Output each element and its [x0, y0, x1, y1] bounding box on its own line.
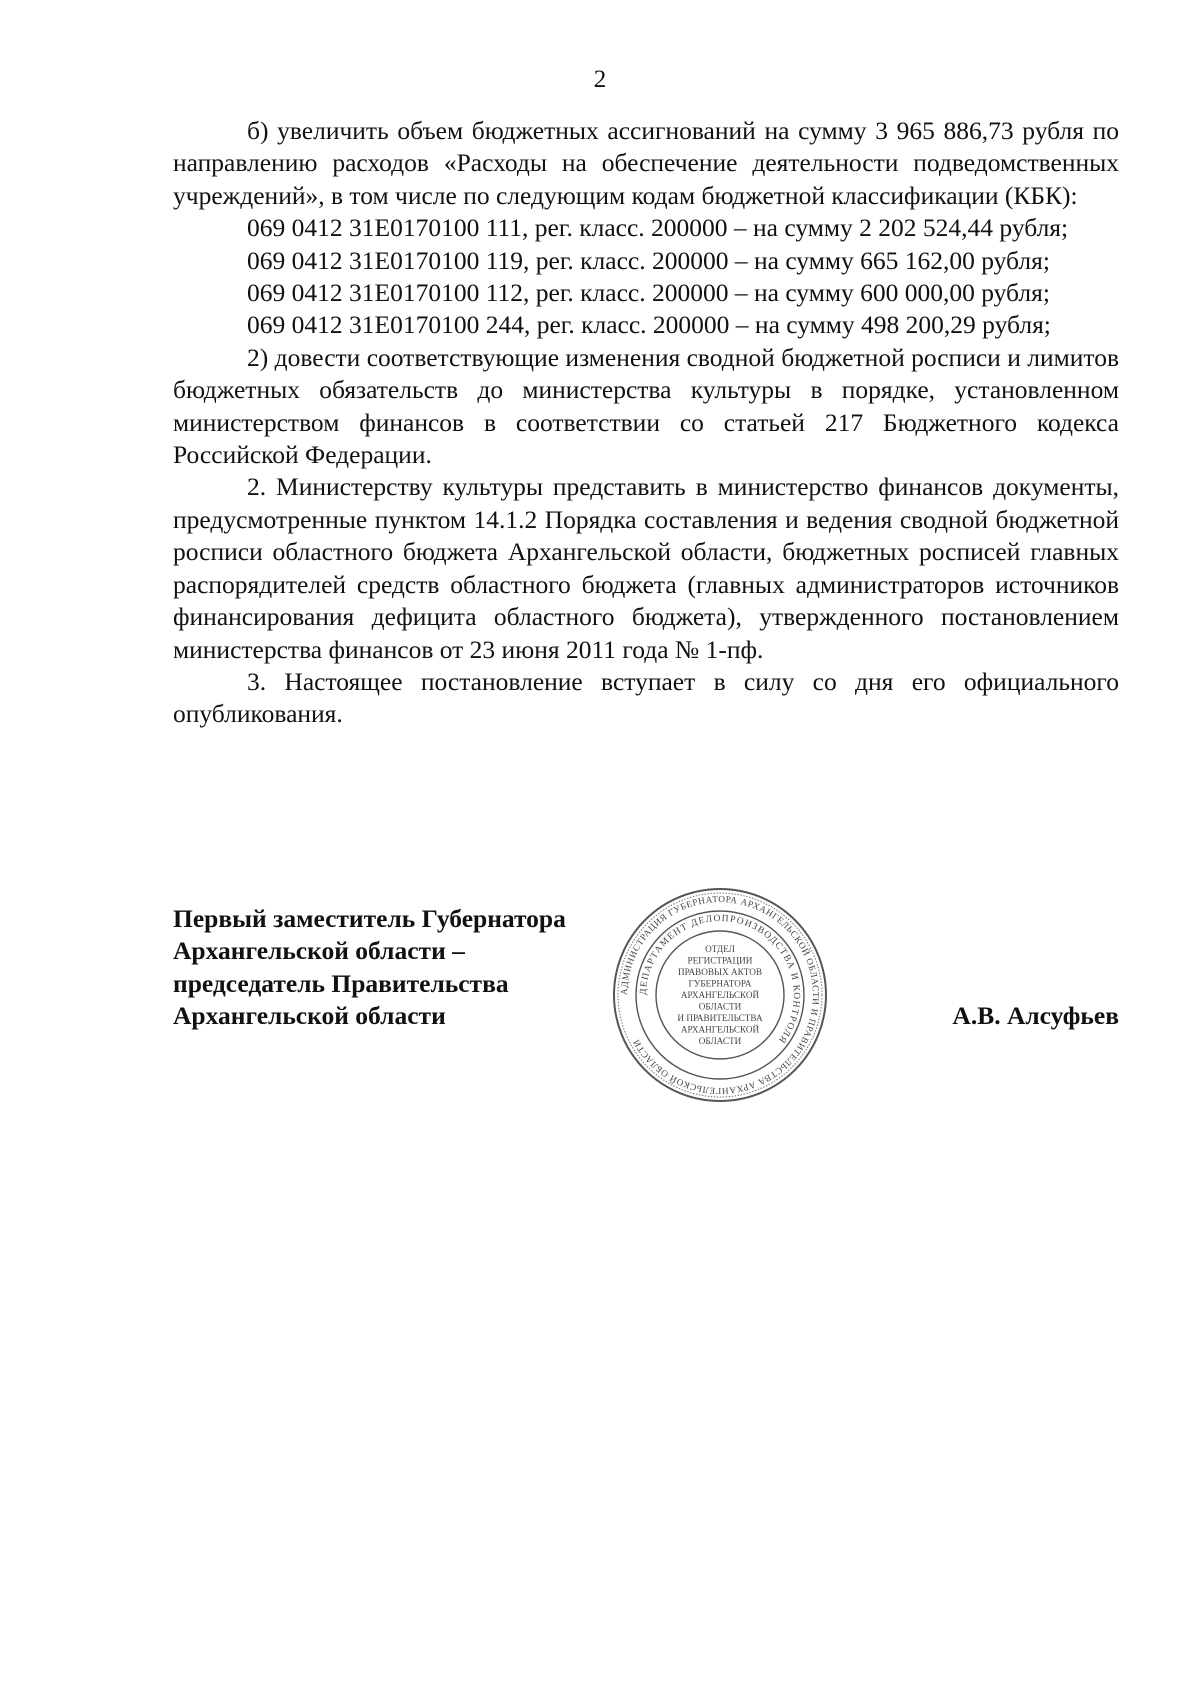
document-body: [173, 115, 1119, 731]
page-number: 2: [593, 66, 607, 93]
paragraph-ministry-culture: 2. Министерству культуры представить в министерство финансов документы, предусмотренные пунктом 14.1.2 Порядка составления и ведения сводной бюджетной росписи областного бюджета Архангельской области, бюджетных росписей главных распорядителей средств областного бюджета (главных администраторов источников финансирования дефицита областного бюджета), утвержденного постановлением министерства финансов от 23 июня 2011 года № 1-пф.: [173, 472, 1119, 664]
stamp-inner-ring-text: ДЕПАРТАМЕНТ ДЕЛОПРОИЗВОДСТВА И КОНТРОЛЯ: [638, 913, 802, 1046]
paragraph-increase-allocations: б) увеличить объем бюджетных ассигнований на сумму 3 965 886,73 рубля по направлению расходов «Расходы на обеспечение деятельности подведомственных учреждений», в том числе по следующим кодам бюджетной классификации (КБК):: [173, 116, 1119, 210]
stamp-center-line: АРХАНГЕЛЬСКОЙ: [680, 1024, 760, 1035]
kbk-line-4: 069 0412 31Е0170100 244, рег. класс. 200000 – на сумму 498 200,29 рубля;: [247, 310, 1051, 340]
stamp-center-line: ОТДЕЛ: [705, 944, 735, 954]
stamp-center-line: ГУБЕРНАТОРА: [688, 978, 752, 989]
stamp-center-line: И ПРАВИТЕЛЬСТВА: [677, 1013, 763, 1023]
signatory-title-line: Первый заместитель Губернатора: [173, 904, 566, 933]
kbk-line-1: 069 0412 31Е0170100 111, рег. класс. 200000 – на сумму 2 202 524,44 рубля;: [247, 213, 1069, 243]
signatory-title-line: Архангельской области: [173, 1001, 446, 1031]
official-stamp: [611, 886, 829, 1104]
stamp-outer-ring-text: АДМИНИСТРАЦИЯ ГУБЕРНАТОРА АРХАНГЕЛЬСКОЙ ОБЛАСТИ И ПРАВИТЕЛЬСТВА АРХАНГЕЛЬСКОЙ ОБЛАСТИ: [618, 893, 822, 1097]
signatory-name: А.В. Алсуфьев: [952, 1001, 1119, 1030]
stamp-center-line: АРХАНГЕЛЬСКОЙ: [680, 990, 760, 1000]
paragraph-effective-date: 3. Настоящее постановление вступает в силу со дня его официального опубликования.: [173, 666, 1119, 729]
stamp-center-line: ОБЛАСТИ: [698, 1036, 742, 1046]
stamp-center-line: РЕГИСТРАЦИИ: [687, 955, 753, 966]
signatory-title-line: председатель Правительства: [173, 968, 509, 998]
stamp-graphic: [611, 886, 829, 1104]
stamp-center-text: [677, 944, 763, 1046]
paragraph-budget-changes: 2) довести соответствующие изменения сводной бюджетной росписи и лимитов бюджетных обязательств до министерства культуры в порядке, установленном министерством финансов в соответствии со статьей 217 Бюджетного кодекса Российской Федерации.: [173, 342, 1119, 470]
kbk-line-3: 069 0412 31Е0170100 112, рег. класс. 200000 – на сумму 600 000,00 рубля;: [247, 278, 1050, 308]
kbk-line-2: 069 0412 31Е0170100 119, рег. класс. 200000 – на сумму 665 162,00 рубля;: [247, 245, 1050, 275]
stamp-center-line: ОБЛАСТИ: [698, 1001, 742, 1012]
stamp-center-line: ПРАВОВЫХ АКТОВ: [677, 967, 763, 977]
signatory-title-line: Архангельской области –: [173, 936, 465, 966]
